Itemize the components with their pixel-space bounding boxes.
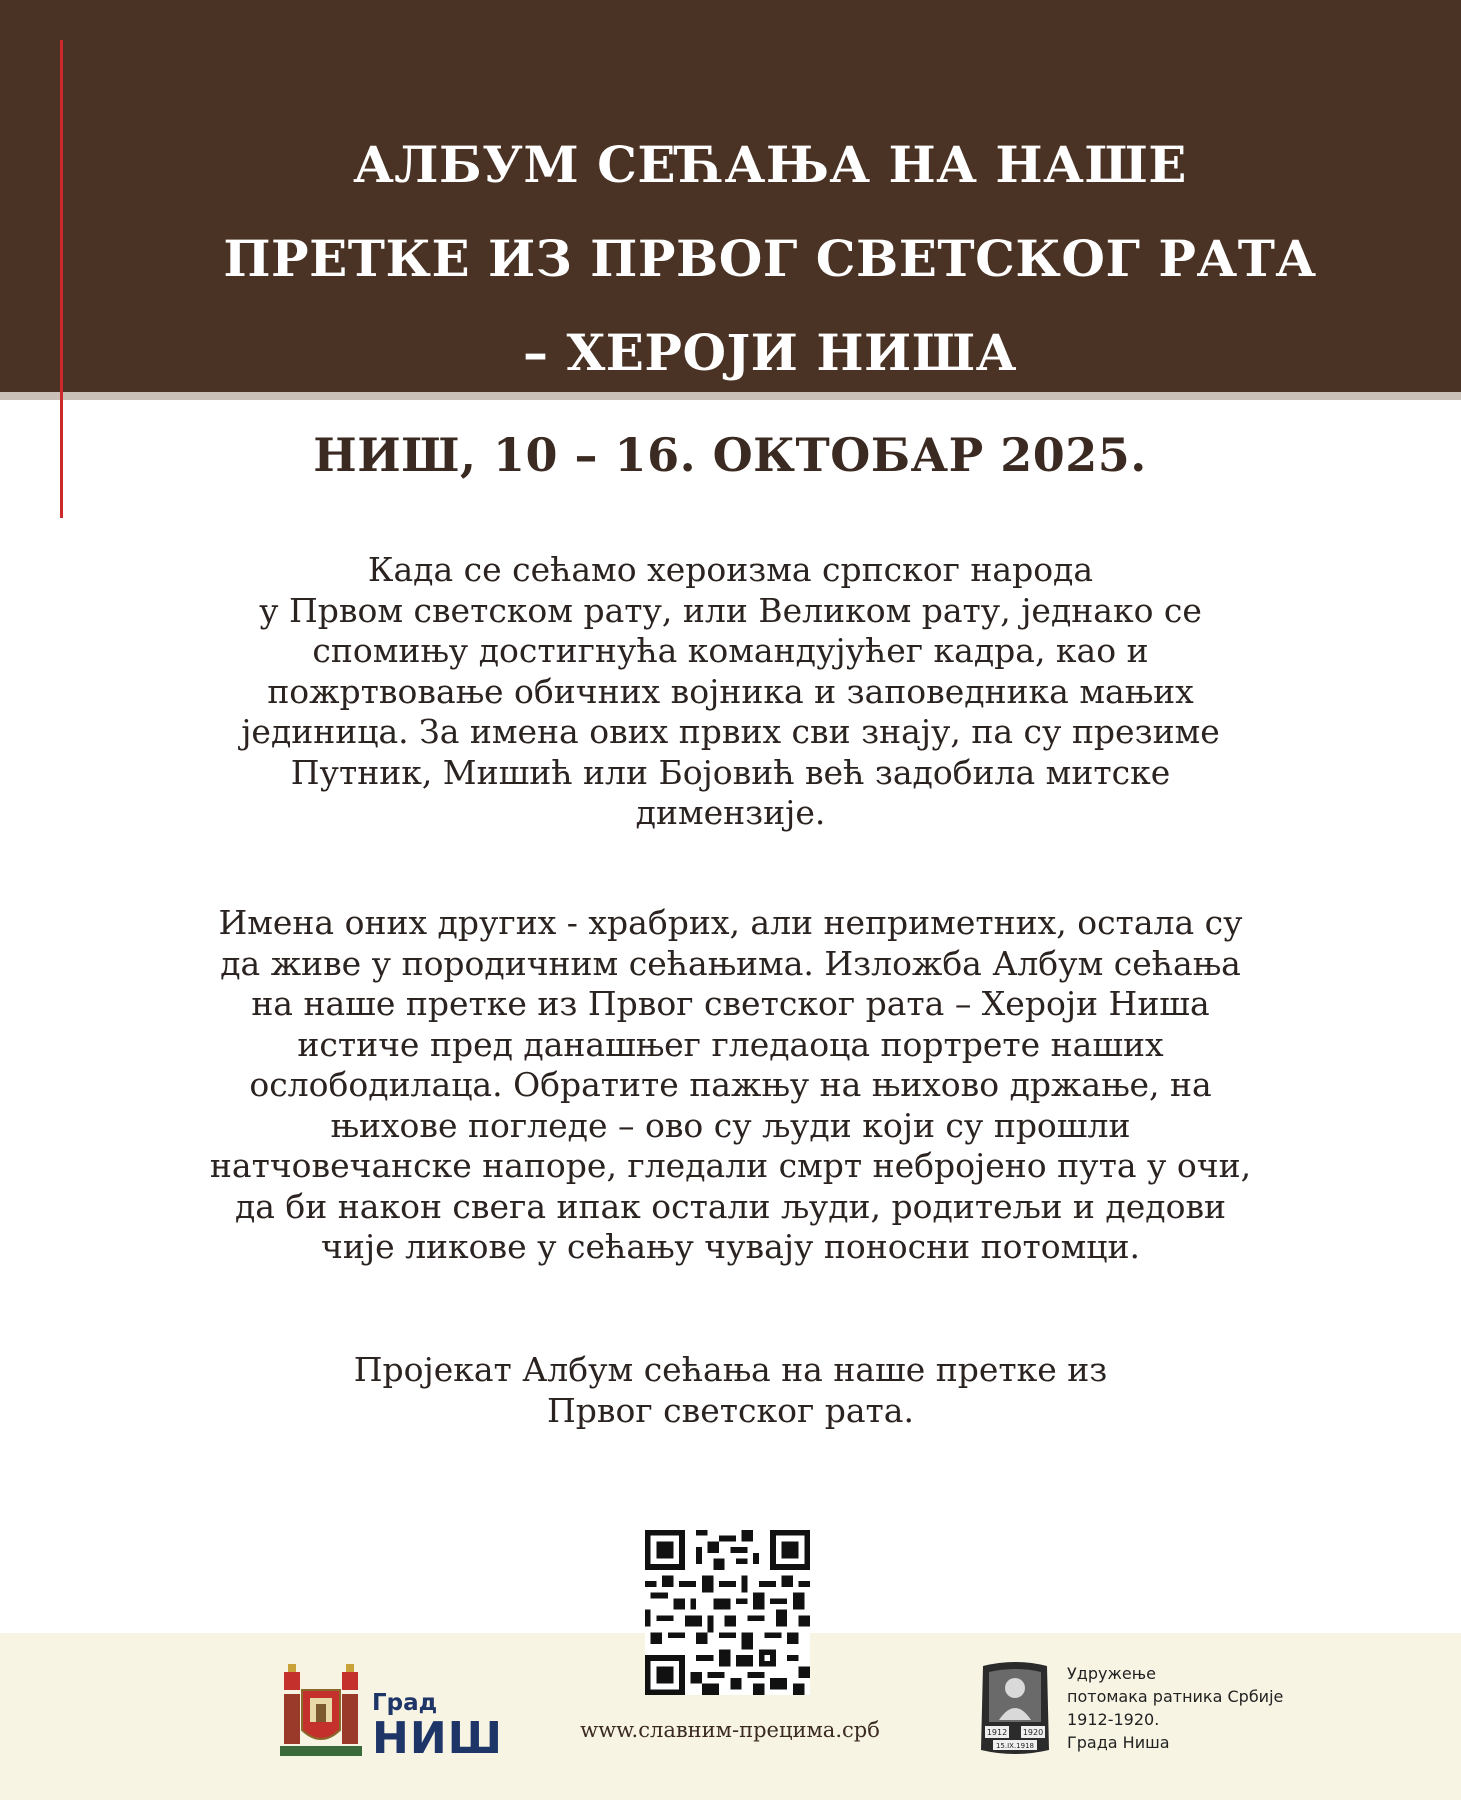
text-line: пожртвовање обичних војника и заповедника мањих (267, 671, 1194, 711)
text-line: ослободилаца. Обратите пажњу на њихово држање, на (249, 1065, 1212, 1104)
text-line: у Првом светском рату, или Великом рату, једнако се (259, 590, 1202, 630)
text-line: на наше претке из Првог светског рата – Хероји Ниша (251, 984, 1210, 1023)
title-line: АЛБУМ СЕЋАЊА НА НАШЕ (353, 135, 1187, 194)
text-line: натчовечанске напоре, гледали смрт небројено пута у очи, (209, 1146, 1252, 1185)
text-line: димензије. (635, 793, 826, 832)
paragraph-intro (140, 550, 1321, 834)
text-line: Када се сећамо хероизма српског народа (367, 550, 1094, 589)
association-emblem-icon (975, 1660, 1055, 1760)
association-line: 1912-1920. (1067, 1710, 1160, 1729)
association-line: Града Ниша (1067, 1733, 1170, 1752)
association-line: потомака ратника Србије (1067, 1687, 1284, 1706)
qr-code-icon[interactable] (645, 1530, 810, 1695)
emblem-year-left: 1912 (986, 1728, 1008, 1737)
text-line: Путник, Мишић или Бојовић већ задобила митске (290, 752, 1171, 792)
emblem-date: 15.IX.1918 (995, 1742, 1035, 1750)
website-link[interactable]: www.славним-прецима.срб (580, 1718, 880, 1742)
city-logo-name: НИШ (372, 1713, 504, 1764)
paragraph-project (140, 1350, 1321, 1431)
text-line: чије ликове у сећању чувају поносни потомци. (321, 1227, 1140, 1266)
coat-of-arms-icon (280, 1660, 362, 1760)
title-line: ПРЕТКЕ ИЗ ПРВОГ СВЕТСКОГ РАТА (223, 229, 1317, 288)
text-line: Пројекат Албум сећања на наше претке из (353, 1350, 1108, 1389)
city-logo-small: Град (372, 1690, 438, 1716)
title-line: – ХЕРОЈИ НИША (523, 323, 1017, 382)
accent-red-line (60, 40, 63, 518)
event-date: НИШ, 10 – 16. ОКТОБАР 2025. (313, 428, 1147, 482)
text-line: истиче пред данашњег гледаоца портрете наших (297, 1024, 1164, 1064)
city-logo (372, 1690, 503, 1762)
paragraph-exhibition (140, 903, 1321, 1268)
association-line: Удружење (1067, 1664, 1156, 1683)
text-line: јединица. За имена ових првих сви знају, па су презиме (241, 712, 1220, 751)
text-line: да живе у породичним сећањима. Изложба Албум сећања (220, 943, 1241, 983)
text-line: спомињу достигнућа командујућег кадра, као и (312, 631, 1149, 670)
text-line: да би након свега ипак остали људи, родитељи и дедови (234, 1186, 1227, 1226)
text-line: Имена оних других - храбрих, али неприметних, остала су (218, 903, 1243, 942)
poster-title (100, 118, 1440, 400)
association-name (1067, 1662, 1283, 1754)
text-line: Првог светског рата. (547, 1390, 914, 1430)
text-line: њихове погледе – ово су људи који су прошли (330, 1105, 1131, 1145)
emblem-year-right: 1920 (1022, 1728, 1044, 1737)
